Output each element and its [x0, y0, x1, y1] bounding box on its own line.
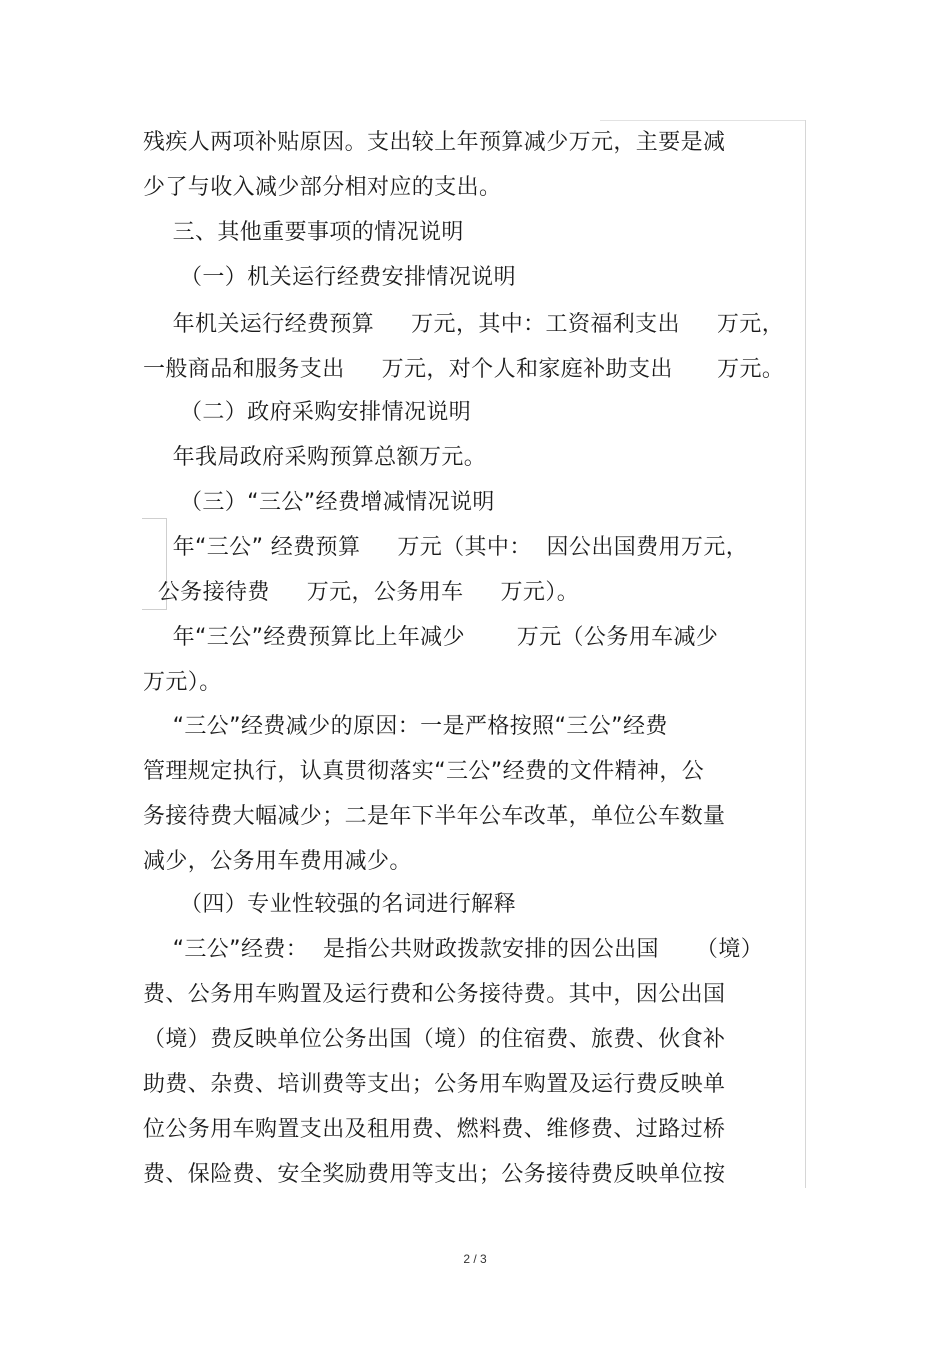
- text-line: 残疾人两项补贴原因。支出较上年预算减少万元，主要是减: [143, 130, 726, 155]
- text-line: “三公”经费： 是指公共财政拨款安排的因公出国 （境）: [143, 937, 764, 962]
- text-line: 年机关运行经费预算 万元，其中：工资福利支出 万元，: [143, 312, 785, 337]
- text-line: 年我局政府采购预算总额万元。: [143, 445, 487, 470]
- section-heading: 三、其他重要事项的情况说明: [143, 220, 464, 245]
- page-frame-top: [600, 120, 806, 121]
- text-line: （境）费反映单位公务出国（境）的住宿费、旅费、伙食补: [143, 1027, 726, 1052]
- subsection-heading: （四）专业性较强的名词进行解释: [143, 892, 516, 917]
- text-line: 费、保险费、安全奖励费用等支出；公务接待费反映单位按: [143, 1162, 726, 1187]
- text-line: 费、公务用车购置及运行费和公务接待费。其中，因公出国: [143, 982, 726, 1007]
- text-line: 少了与收入减少部分相对应的支出。: [143, 175, 502, 200]
- text-line: 一般商品和服务支出 万元，对个人和家庭补助支出 万元。: [143, 357, 785, 382]
- subsection-heading: （三）“三公”经费增减情况说明: [143, 490, 495, 515]
- subsection-heading: （二）政府采购安排情况说明: [143, 400, 472, 425]
- text-line: 万元）。: [143, 670, 222, 695]
- text-line: “三公”经费减少的原因：一是严格按照“三公”经费: [143, 714, 668, 739]
- text-line: 位公务用车购置支出及租用费、燃料费、维修费、过路过桥: [143, 1117, 726, 1142]
- subsection-heading: （一）机关运行经费安排情况说明: [143, 265, 516, 290]
- text-line: 年“三公”经费预算比上年减少 万元（公务用车减少: [143, 625, 719, 650]
- text-line: 务接待费大幅减少；二是年下半年公车改革，单位公车数量: [143, 804, 726, 829]
- page-number: 2 / 3: [463, 1252, 487, 1266]
- text-line: 管理规定执行，认真贯彻落实“三公”经费的文件精神，公: [143, 759, 705, 784]
- text-line: 减少，公务用车费用减少。: [143, 849, 412, 874]
- text-line: 公务接待费 万元，公务用车 万元）。: [143, 580, 580, 605]
- text-line: 年“三公” 经费预算 万元（其中： 因公出国费用万元，: [143, 535, 749, 560]
- text-line: 助费、杂费、培训费等支出；公务用车购置及运行费反映单: [143, 1072, 726, 1097]
- page-frame-right: [805, 120, 806, 1188]
